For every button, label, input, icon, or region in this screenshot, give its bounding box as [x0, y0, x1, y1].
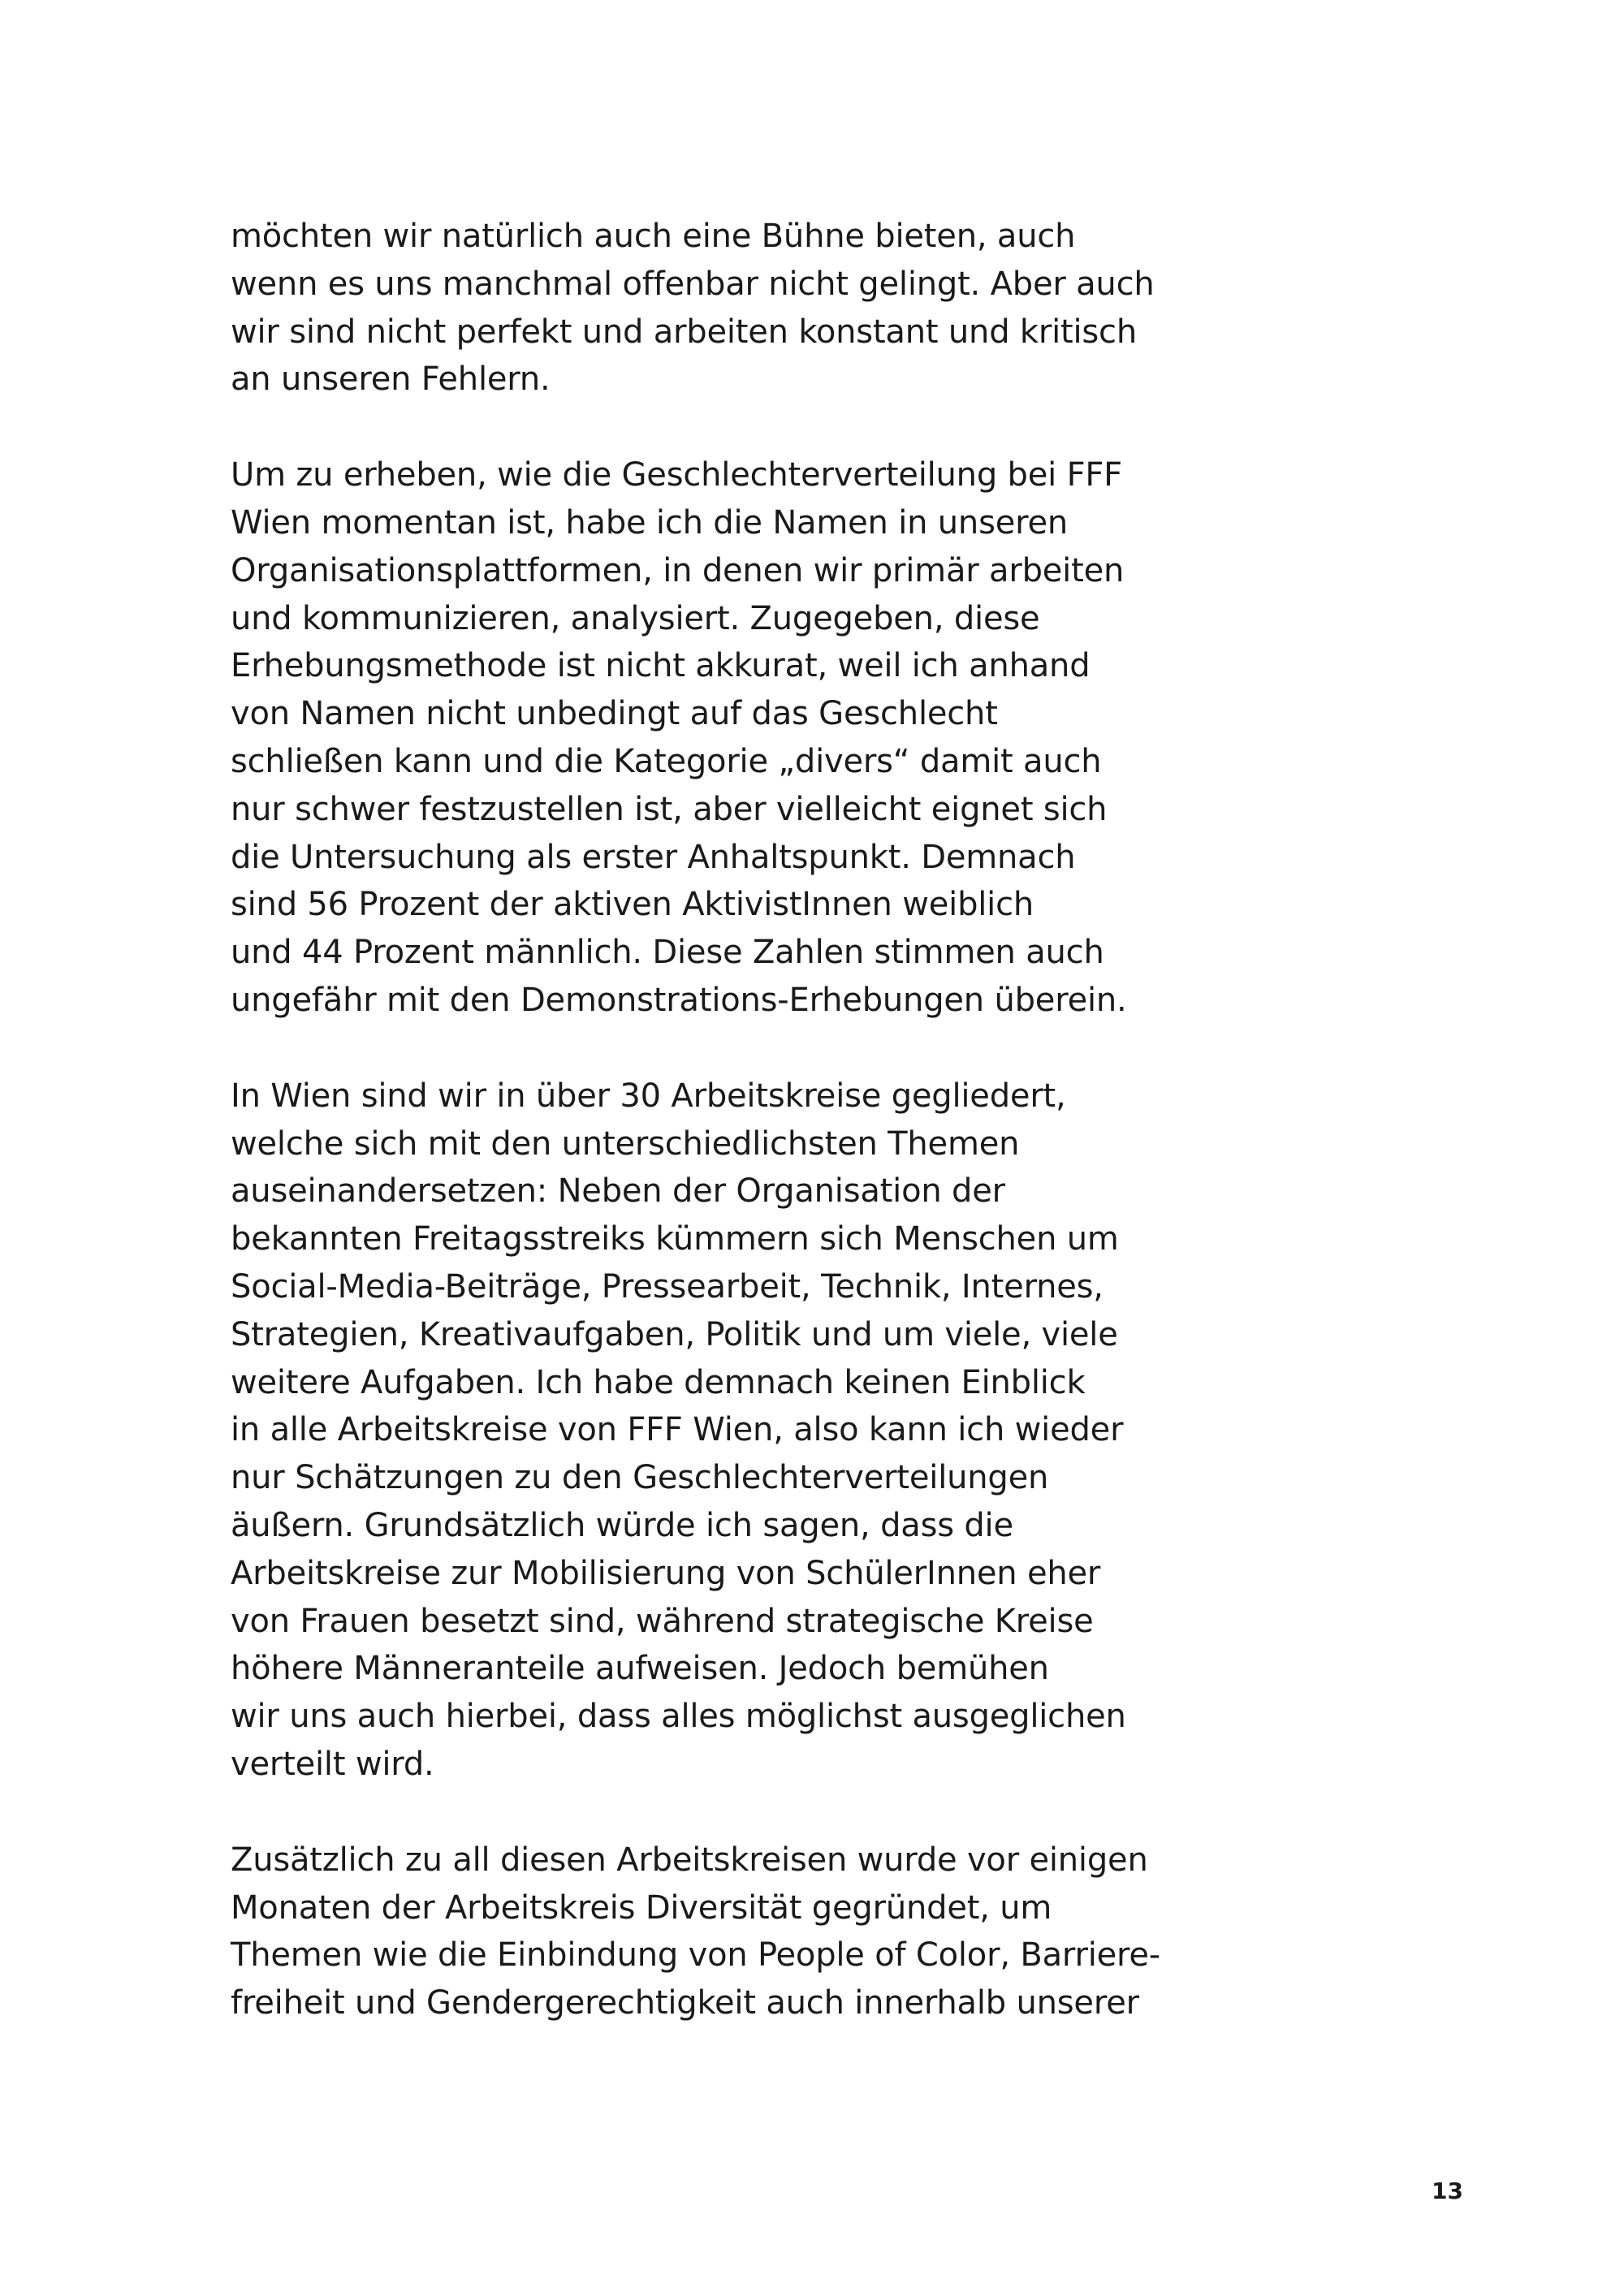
text-line: höhere Männeranteile aufweisen. Jedoch bemühen	[231, 1650, 1049, 1688]
text-line: Strategien, Kreativaufgaben, Politik und um viele, viele	[231, 1315, 1118, 1353]
text-line: an unseren Fehlern.	[231, 360, 551, 399]
body-text	[231, 213, 1189, 2075]
text-line: weitere Aufgaben. Ich habe demnach keinen Einblick	[231, 1363, 1086, 1401]
text-line: wir sind nicht perfekt und arbeiten konstant und kritisch	[231, 313, 1138, 351]
text-line: In Wien sind wir in über 30 Arbeitskreise gegliedert,	[231, 1077, 1066, 1115]
text-line: und 44 Prozent männlich. Diese Zahlen stimmen auch	[231, 934, 1104, 972]
text-line: Organisationsplattformen, in denen wir primär arbeiten	[231, 551, 1125, 589]
text-line: ungefähr mit den Demonstrations-Erhebungen überein.	[231, 981, 1127, 1019]
text-line: äußern. Grundsätzlich würde ich sagen, dass die	[231, 1506, 1013, 1544]
paragraph-2	[231, 451, 1189, 1025]
text-line: Um zu erheben, wie die Geschlechterverteilung bei FFF	[231, 456, 1122, 494]
text-line: Monaten der Arbeitskreis Diversität gegründet, um	[231, 1888, 1052, 1927]
text-line: Zusätzlich zu all diesen Arbeitskreisen wurde vor einigen	[231, 1841, 1148, 1879]
text-line: und kommunizieren, analysiert. Zugegeben, diese	[231, 599, 1040, 637]
text-line: möchten wir natürlich auch eine Bühne bieten, auch	[231, 218, 1076, 255]
text-line: Arbeitskreise zur Mobilisierung von SchülerInnen eher	[231, 1554, 1101, 1592]
text-line: auseinandersetzen: Neben der Organisation der	[231, 1172, 1005, 1211]
text-line: verteilt wird.	[231, 1745, 434, 1783]
text-line: wir uns auch hierbei, dass alles möglichst ausgeglichen	[231, 1698, 1126, 1736]
text-line: sind 56 Prozent der aktiven AktivistInnen weiblich	[231, 886, 1034, 924]
text-line: Wien momentan ist, habe ich die Namen in unseren	[231, 503, 1069, 542]
text-line: nur schwer festzustellen ist, aber vielleicht eignet sich	[231, 790, 1108, 828]
page-number: 13	[1432, 2178, 1463, 2204]
text-line: nur Schätzungen zu den Geschlechterverteilungen	[231, 1459, 1049, 1497]
text-line: freiheit und Gendergerechtigkeit auch innerhalb unserer	[231, 1984, 1139, 2022]
paragraph-3	[231, 1073, 1189, 1789]
paragraph-1	[231, 213, 1189, 404]
text-line: Themen wie die Einbindung von People of Color, Barriere-	[231, 1936, 1161, 1975]
paragraph-4	[231, 1837, 1189, 2027]
text-line: die Untersuchung als erster Anhaltspunkt. Demnach	[231, 838, 1076, 876]
text-line: von Frauen besetzt sind, während strategische Kreise	[231, 1602, 1094, 1640]
text-line: welche sich mit den unterschiedlichsten Themen	[231, 1124, 1020, 1163]
text-line: in alle Arbeitskreise von FFF Wien, also kann ich wieder	[231, 1411, 1124, 1449]
text-line: von Namen nicht unbedingt auf das Geschlecht	[231, 695, 998, 733]
text-line: Erhebungsmethode ist nicht akkurat, weil ich anhand	[231, 647, 1091, 685]
text-line: wenn es uns manchmal offenbar nicht gelingt. Aber auch	[231, 265, 1155, 303]
text-line: bekannten Freitagsstreiks kümmern sich Menschen um	[231, 1220, 1119, 1258]
text-line: schließen kann und die Kategorie „divers“ damit auch	[231, 742, 1102, 780]
text-line: Social-Media-Beiträge, Pressearbeit, Technik, Internes,	[231, 1267, 1104, 1306]
